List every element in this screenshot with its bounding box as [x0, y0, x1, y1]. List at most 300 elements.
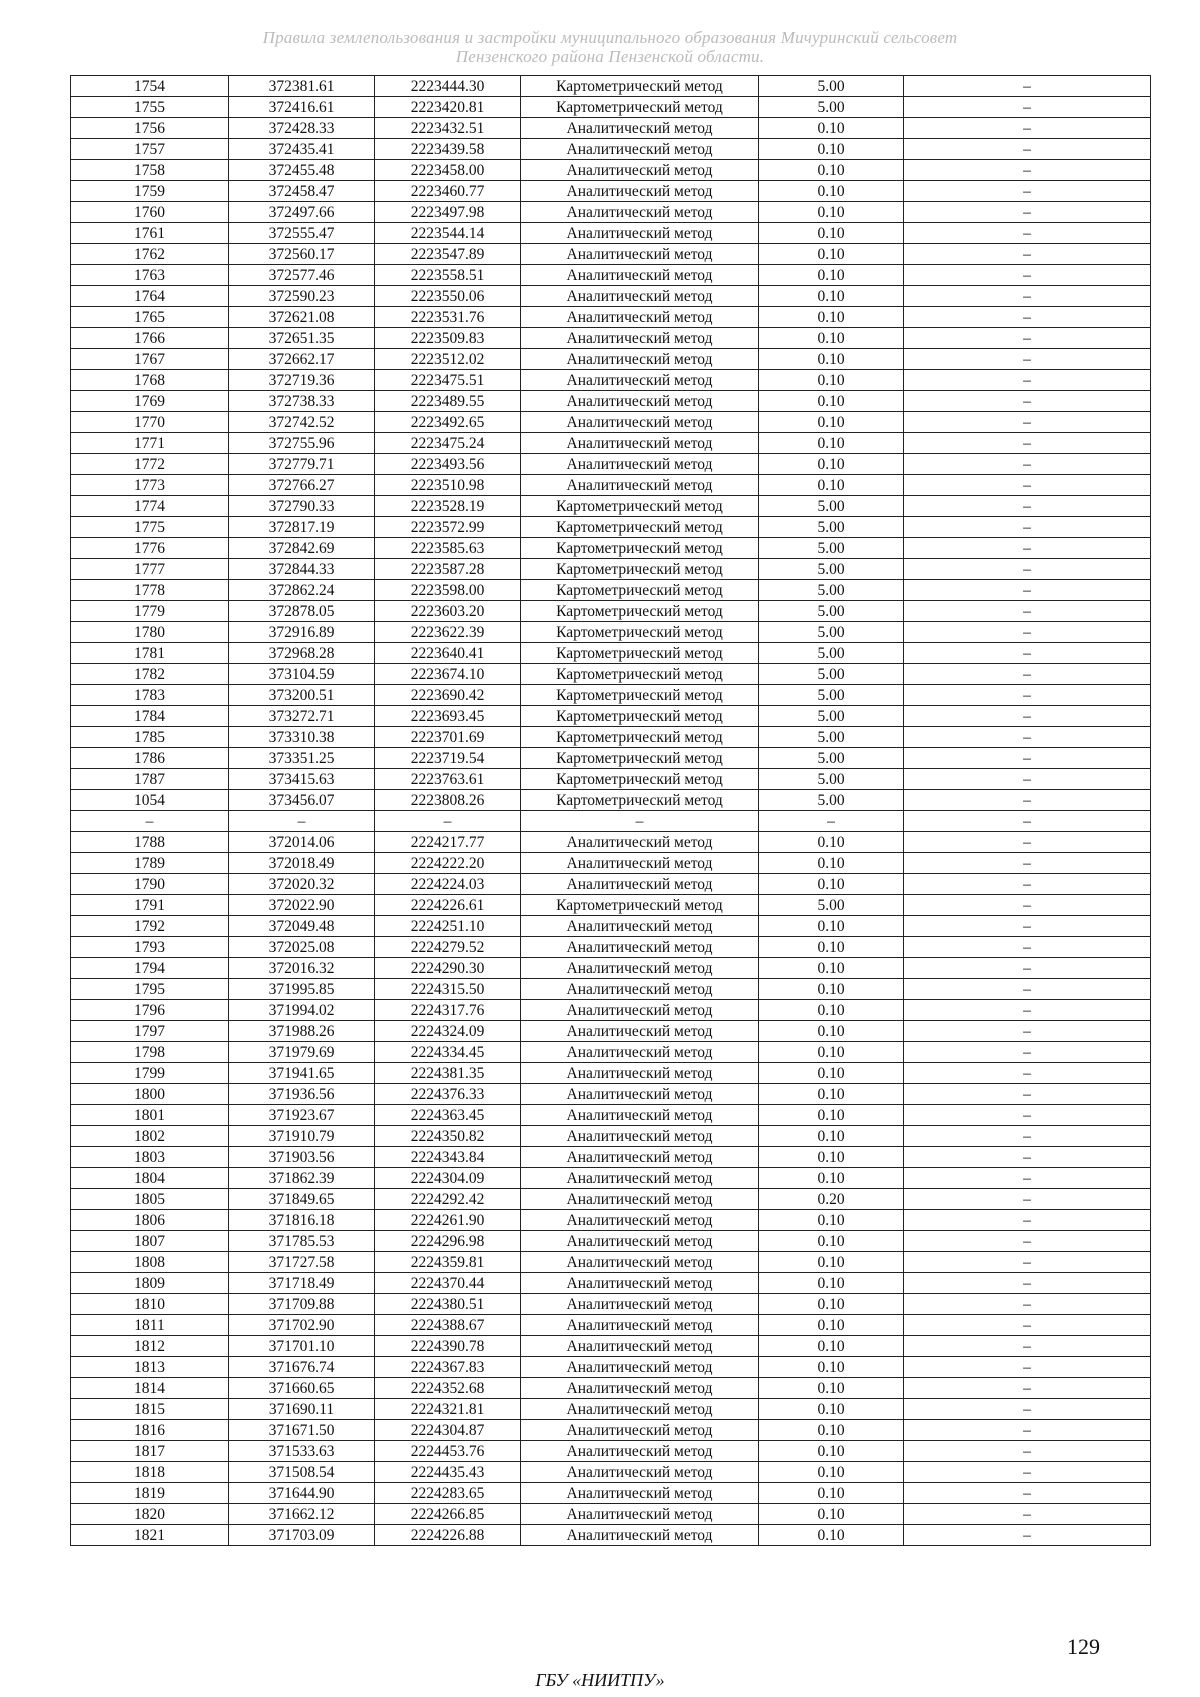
note-cell: – [904, 433, 1151, 454]
table-row [71, 622, 1151, 643]
accuracy-cell: 5.00 [759, 580, 904, 601]
method-cell: Аналитический метод [521, 1525, 759, 1546]
method-cell: Аналитический метод [521, 1504, 759, 1525]
x-coordinate-cell: 372755.96 [229, 433, 375, 454]
point-number-cell: 1785 [71, 727, 229, 748]
x-coordinate-cell: 371903.56 [229, 1147, 375, 1168]
table-row [71, 1378, 1151, 1399]
accuracy-cell: 0.10 [759, 139, 904, 160]
accuracy-cell: 0.20 [759, 1189, 904, 1210]
method-cell: – [521, 811, 759, 832]
x-coordinate-cell: 373415.63 [229, 769, 375, 790]
method-cell: Картометрический метод [521, 601, 759, 622]
table-row [71, 1252, 1151, 1273]
point-number-cell: 1786 [71, 748, 229, 769]
table-row [71, 1336, 1151, 1357]
point-number-cell: 1780 [71, 622, 229, 643]
y-coordinate-cell: 2224283.65 [375, 1483, 521, 1504]
method-cell: Картометрический метод [521, 706, 759, 727]
point-number-cell: 1802 [71, 1126, 229, 1147]
y-coordinate-cell: 2224359.81 [375, 1252, 521, 1273]
table-row [71, 1147, 1151, 1168]
method-cell: Картометрический метод [521, 517, 759, 538]
accuracy-cell: 0.10 [759, 1000, 904, 1021]
method-cell: Аналитический метод [521, 181, 759, 202]
point-number-cell: 1777 [71, 559, 229, 580]
method-cell: Аналитический метод [521, 307, 759, 328]
y-coordinate-cell: 2224334.45 [375, 1042, 521, 1063]
method-cell: Картометрический метод [521, 748, 759, 769]
accuracy-cell: 0.10 [759, 979, 904, 1000]
accuracy-cell: 0.10 [759, 160, 904, 181]
point-number-cell: 1798 [71, 1042, 229, 1063]
x-coordinate-cell: 371936.56 [229, 1084, 375, 1105]
point-number-cell: 1789 [71, 853, 229, 874]
point-number-cell: 1783 [71, 685, 229, 706]
note-cell: – [904, 1378, 1151, 1399]
table-row [71, 1315, 1151, 1336]
method-cell: Аналитический метод [521, 454, 759, 475]
y-coordinate-cell: 2224388.67 [375, 1315, 521, 1336]
note-cell: – [904, 1441, 1151, 1462]
note-cell: – [904, 832, 1151, 853]
table-row [71, 349, 1151, 370]
note-cell: – [904, 979, 1151, 1000]
point-number-cell: – [71, 811, 229, 832]
table-row [71, 433, 1151, 454]
y-coordinate-cell: 2223640.41 [375, 643, 521, 664]
x-coordinate-cell: 371727.58 [229, 1252, 375, 1273]
point-number-cell: 1803 [71, 1147, 229, 1168]
accuracy-cell: 5.00 [759, 790, 904, 811]
note-cell: – [904, 916, 1151, 937]
point-number-cell: 1797 [71, 1021, 229, 1042]
page-header [70, 28, 1150, 66]
footer-organization: ГБУ «НИИТПУ» [535, 1670, 665, 1690]
table-row [71, 1399, 1151, 1420]
table-row [71, 832, 1151, 853]
coordinates-table [70, 75, 1151, 1546]
method-cell: Аналитический метод [521, 1336, 759, 1357]
note-cell: – [904, 1357, 1151, 1378]
x-coordinate-cell: 371995.85 [229, 979, 375, 1000]
note-cell: – [904, 223, 1151, 244]
y-coordinate-cell: 2223547.89 [375, 244, 521, 265]
method-cell: Аналитический метод [521, 433, 759, 454]
note-cell: – [904, 328, 1151, 349]
table-row [71, 244, 1151, 265]
accuracy-cell: 0.10 [759, 1441, 904, 1462]
point-number-cell: 1773 [71, 475, 229, 496]
accuracy-cell: 0.10 [759, 832, 904, 853]
accuracy-cell: 0.10 [759, 916, 904, 937]
note-cell: – [904, 1273, 1151, 1294]
accuracy-cell: 5.00 [759, 706, 904, 727]
x-coordinate-cell: 372662.17 [229, 349, 375, 370]
x-coordinate-cell: 371701.10 [229, 1336, 375, 1357]
y-coordinate-cell: 2223531.76 [375, 307, 521, 328]
accuracy-cell: 0.10 [759, 1252, 904, 1273]
point-number-cell: 1790 [71, 874, 229, 895]
method-cell: Аналитический метод [521, 1399, 759, 1420]
y-coordinate-cell: 2223497.98 [375, 202, 521, 223]
point-number-cell: 1763 [71, 265, 229, 286]
x-coordinate-cell: 372719.36 [229, 370, 375, 391]
x-coordinate-cell: 372455.48 [229, 160, 375, 181]
accuracy-cell: 5.00 [759, 895, 904, 916]
point-number-cell: 1759 [71, 181, 229, 202]
note-cell: – [904, 1147, 1151, 1168]
method-cell: Аналитический метод [521, 1441, 759, 1462]
table-row [71, 1042, 1151, 1063]
x-coordinate-cell: 372651.35 [229, 328, 375, 349]
table-row [71, 412, 1151, 433]
accuracy-cell: 0.10 [759, 853, 904, 874]
method-cell: Аналитический метод [521, 958, 759, 979]
y-coordinate-cell: 2223475.24 [375, 433, 521, 454]
note-cell: – [904, 370, 1151, 391]
point-number-cell: 1767 [71, 349, 229, 370]
method-cell: Аналитический метод [521, 1210, 759, 1231]
accuracy-cell: 0.10 [759, 1147, 904, 1168]
table-row [71, 937, 1151, 958]
table-row [71, 328, 1151, 349]
point-number-cell: 1787 [71, 769, 229, 790]
table-row [71, 643, 1151, 664]
header-line-2: Пензенского района Пензенской области. [455, 47, 765, 66]
method-cell: Аналитический метод [521, 1042, 759, 1063]
table-row [71, 1210, 1151, 1231]
y-coordinate-cell: 2224390.78 [375, 1336, 521, 1357]
point-number-cell: 1804 [71, 1168, 229, 1189]
y-coordinate-cell: 2223585.63 [375, 538, 521, 559]
accuracy-cell: 5.00 [759, 517, 904, 538]
accuracy-cell: 0.10 [759, 1420, 904, 1441]
x-coordinate-cell: 372022.90 [229, 895, 375, 916]
point-number-cell: 1760 [71, 202, 229, 223]
y-coordinate-cell: 2223674.10 [375, 664, 521, 685]
y-coordinate-cell: 2223528.19 [375, 496, 521, 517]
note-cell: – [904, 307, 1151, 328]
y-coordinate-cell: 2224266.85 [375, 1504, 521, 1525]
x-coordinate-cell: 372738.33 [229, 391, 375, 412]
note-cell: – [904, 202, 1151, 223]
x-coordinate-cell: 372416.61 [229, 97, 375, 118]
note-cell: – [904, 559, 1151, 580]
accuracy-cell: 0.10 [759, 1378, 904, 1399]
note-cell: – [904, 748, 1151, 769]
table-row [71, 517, 1151, 538]
y-coordinate-cell: 2223701.69 [375, 727, 521, 748]
accuracy-cell: 0.10 [759, 1063, 904, 1084]
accuracy-cell: 5.00 [759, 769, 904, 790]
table-row [71, 790, 1151, 811]
point-number-cell: 1796 [71, 1000, 229, 1021]
table-row [71, 1084, 1151, 1105]
method-cell: Аналитический метод [521, 832, 759, 853]
note-cell: – [904, 874, 1151, 895]
point-number-cell: 1774 [71, 496, 229, 517]
x-coordinate-cell: 372862.24 [229, 580, 375, 601]
accuracy-cell: 0.10 [759, 265, 904, 286]
note-cell: – [904, 895, 1151, 916]
method-cell: Аналитический метод [521, 1168, 759, 1189]
method-cell: Аналитический метод [521, 1273, 759, 1294]
point-number-cell: 1756 [71, 118, 229, 139]
y-coordinate-cell: 2223512.02 [375, 349, 521, 370]
method-cell: Картометрический метод [521, 685, 759, 706]
method-cell: Аналитический метод [521, 412, 759, 433]
accuracy-cell: 5.00 [759, 496, 904, 517]
method-cell: Аналитический метод [521, 1252, 759, 1273]
table-row [71, 160, 1151, 181]
table-row [71, 1021, 1151, 1042]
accuracy-cell: 0.10 [759, 1525, 904, 1546]
accuracy-cell: 0.10 [759, 1021, 904, 1042]
y-coordinate-cell: 2223550.06 [375, 286, 521, 307]
x-coordinate-cell: 372018.49 [229, 853, 375, 874]
accuracy-cell: 5.00 [759, 685, 904, 706]
x-coordinate-cell: 371816.18 [229, 1210, 375, 1231]
point-number-cell: 1813 [71, 1357, 229, 1378]
point-number-cell: 1765 [71, 307, 229, 328]
note-cell: – [904, 496, 1151, 517]
table-row [71, 853, 1151, 874]
x-coordinate-cell: 372842.69 [229, 538, 375, 559]
method-cell: Аналитический метод [521, 1105, 759, 1126]
table-row [71, 601, 1151, 622]
point-number-cell: 1782 [71, 664, 229, 685]
note-cell: – [904, 118, 1151, 139]
note-cell: – [904, 181, 1151, 202]
accuracy-cell: 0.10 [759, 1294, 904, 1315]
x-coordinate-cell: 371533.63 [229, 1441, 375, 1462]
point-number-cell: 1784 [71, 706, 229, 727]
y-coordinate-cell: 2224367.83 [375, 1357, 521, 1378]
accuracy-cell: 5.00 [759, 601, 904, 622]
y-coordinate-cell: 2223808.26 [375, 790, 521, 811]
table-row [71, 1441, 1151, 1462]
table-row [71, 496, 1151, 517]
note-cell: – [904, 727, 1151, 748]
point-number-cell: 1812 [71, 1336, 229, 1357]
coordinates-table-container [70, 75, 1150, 1546]
method-cell: Аналитический метод [521, 1357, 759, 1378]
point-number-cell: 1818 [71, 1462, 229, 1483]
note-cell: – [904, 76, 1151, 97]
y-coordinate-cell: 2224224.03 [375, 874, 521, 895]
y-coordinate-cell: 2224304.09 [375, 1168, 521, 1189]
accuracy-cell: 5.00 [759, 97, 904, 118]
accuracy-cell: 0.10 [759, 1273, 904, 1294]
x-coordinate-cell: 372621.08 [229, 307, 375, 328]
table-row [71, 1483, 1151, 1504]
point-number-cell: 1820 [71, 1504, 229, 1525]
x-coordinate-cell: 373351.25 [229, 748, 375, 769]
method-cell: Аналитический метод [521, 1294, 759, 1315]
x-coordinate-cell: – [229, 811, 375, 832]
table-row [71, 475, 1151, 496]
accuracy-cell: 0.10 [759, 475, 904, 496]
point-number-cell: 1817 [71, 1441, 229, 1462]
table-row [71, 874, 1151, 895]
note-cell: – [904, 1168, 1151, 1189]
x-coordinate-cell: 372844.33 [229, 559, 375, 580]
accuracy-cell: 0.10 [759, 370, 904, 391]
point-number-cell: 1766 [71, 328, 229, 349]
method-cell: Картометрический метод [521, 559, 759, 580]
table-row [71, 811, 1151, 832]
table-row [71, 727, 1151, 748]
table-row [71, 1189, 1151, 1210]
point-number-cell: 1814 [71, 1378, 229, 1399]
x-coordinate-cell: 371662.12 [229, 1504, 375, 1525]
note-cell: – [904, 1042, 1151, 1063]
note-cell: – [904, 1105, 1151, 1126]
table-row [71, 538, 1151, 559]
note-cell: – [904, 265, 1151, 286]
table-row [71, 118, 1151, 139]
x-coordinate-cell: 372742.52 [229, 412, 375, 433]
header-line-1: Правила землепользования и застройки муниципального образования Мичуринский сельсовет [262, 28, 958, 47]
method-cell: Аналитический метод [521, 349, 759, 370]
method-cell: Аналитический метод [521, 1420, 759, 1441]
note-cell: – [904, 1126, 1151, 1147]
x-coordinate-cell: 371671.50 [229, 1420, 375, 1441]
accuracy-cell: 0.10 [759, 1210, 904, 1231]
note-cell: – [904, 1189, 1151, 1210]
method-cell: Картометрический метод [521, 580, 759, 601]
method-cell: Аналитический метод [521, 1000, 759, 1021]
point-number-cell: 1811 [71, 1315, 229, 1336]
accuracy-cell: 0.10 [759, 244, 904, 265]
table-row [71, 265, 1151, 286]
y-coordinate-cell: 2223572.99 [375, 517, 521, 538]
table-row [71, 370, 1151, 391]
accuracy-cell: 5.00 [759, 76, 904, 97]
table-row [71, 454, 1151, 475]
accuracy-cell: 0.10 [759, 1168, 904, 1189]
method-cell: Аналитический метод [521, 139, 759, 160]
x-coordinate-cell: 372020.32 [229, 874, 375, 895]
y-coordinate-cell: 2224290.30 [375, 958, 521, 979]
point-number-cell: 1800 [71, 1084, 229, 1105]
x-coordinate-cell: 372577.46 [229, 265, 375, 286]
point-number-cell: 1788 [71, 832, 229, 853]
method-cell: Аналитический метод [521, 1483, 759, 1504]
x-coordinate-cell: 372428.33 [229, 118, 375, 139]
accuracy-cell: 5.00 [759, 727, 904, 748]
x-coordinate-cell: 372817.19 [229, 517, 375, 538]
y-coordinate-cell: 2223598.00 [375, 580, 521, 601]
method-cell: Аналитический метод [521, 1315, 759, 1336]
method-cell: Картометрический метод [521, 895, 759, 916]
x-coordinate-cell: 372916.89 [229, 622, 375, 643]
method-cell: Аналитический метод [521, 853, 759, 874]
table-row [71, 1000, 1151, 1021]
y-coordinate-cell: 2224370.44 [375, 1273, 521, 1294]
accuracy-cell: 5.00 [759, 643, 904, 664]
table-row [71, 979, 1151, 1000]
accuracy-cell: 0.10 [759, 433, 904, 454]
accuracy-cell: 5.00 [759, 622, 904, 643]
table-row [71, 223, 1151, 244]
method-cell: Аналитический метод [521, 1021, 759, 1042]
note-cell: – [904, 1315, 1151, 1336]
method-cell: Аналитический метод [521, 223, 759, 244]
method-cell: Аналитический метод [521, 1378, 759, 1399]
x-coordinate-cell: 371676.74 [229, 1357, 375, 1378]
accuracy-cell: 0.10 [759, 118, 904, 139]
accuracy-cell: 5.00 [759, 748, 904, 769]
y-coordinate-cell: 2223719.54 [375, 748, 521, 769]
x-coordinate-cell: 372381.61 [229, 76, 375, 97]
y-coordinate-cell: 2224226.61 [375, 895, 521, 916]
table-row [71, 748, 1151, 769]
x-coordinate-cell: 371979.69 [229, 1042, 375, 1063]
method-cell: Картометрический метод [521, 97, 759, 118]
accuracy-cell: 0.10 [759, 1504, 904, 1525]
accuracy-cell: 0.10 [759, 1042, 904, 1063]
table-row [71, 559, 1151, 580]
y-coordinate-cell: 2224304.87 [375, 1420, 521, 1441]
note-cell: – [904, 1063, 1151, 1084]
point-number-cell: 1793 [71, 937, 229, 958]
y-coordinate-cell: 2224217.77 [375, 832, 521, 853]
point-number-cell: 1808 [71, 1252, 229, 1273]
point-number-cell: 1755 [71, 97, 229, 118]
y-coordinate-cell: 2223492.65 [375, 412, 521, 433]
x-coordinate-cell: 371849.65 [229, 1189, 375, 1210]
accuracy-cell: 0.10 [759, 1315, 904, 1336]
x-coordinate-cell: 371644.90 [229, 1483, 375, 1504]
y-coordinate-cell: 2224292.42 [375, 1189, 521, 1210]
point-number-cell: 1769 [71, 391, 229, 412]
y-coordinate-cell: 2223544.14 [375, 223, 521, 244]
method-cell: Аналитический метод [521, 916, 759, 937]
y-coordinate-cell: 2224296.98 [375, 1231, 521, 1252]
x-coordinate-cell: 371690.11 [229, 1399, 375, 1420]
point-number-cell: 1799 [71, 1063, 229, 1084]
note-cell: – [904, 97, 1151, 118]
x-coordinate-cell: 372590.23 [229, 286, 375, 307]
y-coordinate-cell: 2223693.45 [375, 706, 521, 727]
x-coordinate-cell: 372016.32 [229, 958, 375, 979]
point-number-cell: 1779 [71, 601, 229, 622]
y-coordinate-cell: 2224315.50 [375, 979, 521, 1000]
table-row [71, 895, 1151, 916]
table-row [71, 202, 1151, 223]
y-coordinate-cell: 2224435.43 [375, 1462, 521, 1483]
accuracy-cell: 0.10 [759, 1357, 904, 1378]
note-cell: – [904, 937, 1151, 958]
accuracy-cell: 0.10 [759, 223, 904, 244]
method-cell: Картометрический метод [521, 790, 759, 811]
x-coordinate-cell: 373310.38 [229, 727, 375, 748]
x-coordinate-cell: 371703.09 [229, 1525, 375, 1546]
note-cell: – [904, 1021, 1151, 1042]
y-coordinate-cell: 2223439.58 [375, 139, 521, 160]
x-coordinate-cell: 373104.59 [229, 664, 375, 685]
note-cell: – [904, 1210, 1151, 1231]
note-cell: – [904, 1231, 1151, 1252]
point-number-cell: 1758 [71, 160, 229, 181]
accuracy-cell: 5.00 [759, 664, 904, 685]
table-row [71, 1126, 1151, 1147]
point-number-cell: 1806 [71, 1210, 229, 1231]
table-row [71, 181, 1151, 202]
x-coordinate-cell: 372968.28 [229, 643, 375, 664]
